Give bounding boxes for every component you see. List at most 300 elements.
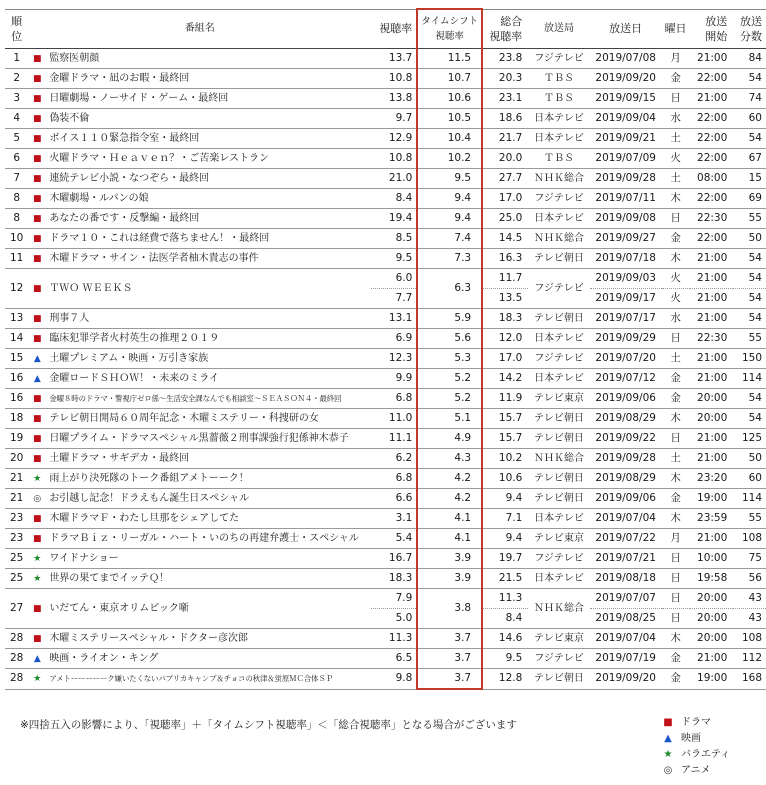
start-cell: 22:30 [690,209,734,229]
title-cell [28,209,371,229]
start-cell: 19:00 [690,489,734,509]
variety-star-icon: ★ [663,749,673,760]
date-cell: 2019/09/06 [590,489,662,509]
station-cell: フジテレビ [528,269,589,309]
timeshift-cell: 9.5 [417,169,482,189]
total-cell: 9.4 [482,529,528,549]
rating-cell: 6.8 [371,469,417,489]
drama-square-icon: ■ [33,393,42,404]
date-cell: 2019/09/28 [590,169,662,189]
title-cell [28,229,371,249]
rating-cell: 21.0 [371,169,417,189]
table-row [5,629,766,649]
minutes-cell: 54 [733,409,766,429]
total-cell: 17.0 [482,189,528,209]
program-title: 雨上がり決死隊のトーク番組アメトーーク！ [49,472,249,484]
title-cell [28,589,371,629]
table-row [5,169,766,189]
table-row [5,109,766,129]
minutes-cell: 108 [733,529,766,549]
total-cell: 11.9 [482,389,528,409]
table-row [5,89,766,109]
rating-cell: 7.9 [371,589,417,609]
movie-triangle-icon: ▲ [33,653,41,664]
day-cell: 金 [662,649,690,669]
program-title: 偽装不倫 [49,112,90,124]
date-cell: 2019/09/15 [590,89,662,109]
rank-cell: 7 [5,169,28,189]
drama-square-icon: ■ [33,113,42,124]
timeshift-cell: 10.4 [417,129,482,149]
date-cell: 2019/09/20 [590,669,662,690]
total-cell: 16.3 [482,249,528,269]
day-cell: 金 [662,69,690,89]
station-cell: ＮＨＫ総合 [528,589,589,629]
date-cell: 2019/09/22 [590,429,662,449]
minutes-cell: 50 [733,449,766,469]
timeshift-cell: 5.1 [417,409,482,429]
rating-cell: 5.4 [371,529,417,549]
minutes-cell: 60 [733,109,766,129]
total-cell: 17.0 [482,349,528,369]
timeshift-cell: 9.4 [417,189,482,209]
station-cell: テレビ東京 [528,629,589,649]
program-title: ワイドナショー [49,552,119,564]
minutes-cell: 55 [733,509,766,529]
total-cell: 23.8 [482,49,528,69]
rank-cell: 28 [5,669,28,690]
minutes-cell: 125 [733,429,766,449]
station-cell: テレビ朝日 [528,309,589,329]
timeshift-cell: 7.3 [417,249,482,269]
date-cell: 2019/07/04 [590,509,662,529]
start-cell: 21:00 [690,429,734,449]
timeshift-cell: 10.7 [417,69,482,89]
start-cell: 23:20 [690,469,734,489]
program-title: アメトーーーーーク嫌いたくないパプリカキャンプ＆チョコの秋津＆蛍原ＭＣ合体ＳＰ [49,673,333,683]
rank-cell: 2 [5,69,28,89]
start-cell: 21:00 [690,349,734,369]
minutes-cell: 54 [733,249,766,269]
day-cell: 土 [662,449,690,469]
table-row [5,469,766,489]
program-title: 映画・ライオン・キング [49,652,159,664]
program-title: 金曜ドラマ・凪のお暇・最終回 [49,72,190,84]
total-cell: 21.5 [482,569,528,589]
genre-legend [659,715,730,779]
day-cell: 木 [662,629,690,649]
total-cell: 14.2 [482,369,528,389]
total-cell: 10.2 [482,449,528,469]
program-title: 木曜劇場・ルパンの娘 [49,192,149,204]
drama-square-icon: ■ [33,513,42,524]
rank-cell: 23 [5,509,28,529]
variety-star-icon: ★ [33,573,42,584]
date-cell: 2019/09/27 [590,229,662,249]
timeshift-cell: 5.2 [417,369,482,389]
ratings-table-container [5,8,766,690]
station-cell: 日本テレビ [528,209,589,229]
date-cell: 2019/09/08 [590,209,662,229]
day-cell: 土 [662,349,690,369]
legend-item-drama: ■ ドラマ [659,715,730,731]
rating-cell: 19.4 [371,209,417,229]
table-row [5,189,766,209]
header-title: 番組名 [28,9,371,49]
start-cell: 21:00 [690,249,734,269]
rank-cell: 20 [5,449,28,469]
rank-cell: 21 [5,489,28,509]
date-cell: 2019/07/19 [590,649,662,669]
header-rating: 視聴率 [371,9,417,49]
movie-triangle-icon: ▲ [33,373,41,384]
rank-cell: 16 [5,369,28,389]
total-cell: 27.7 [482,169,528,189]
date-cell: 2019/09/06 [590,389,662,409]
start-cell: 21:00 [690,289,734,309]
rank-cell: 8 [5,209,28,229]
station-cell: テレビ朝日 [528,429,589,449]
rating-cell: 6.2 [371,449,417,469]
total-cell: 14.5 [482,229,528,249]
start-cell: 20:00 [690,389,734,409]
day-cell: 日 [662,549,690,569]
table-row [5,69,766,89]
drama-square-icon: ■ [33,413,42,424]
header-rank: 順 位 [5,9,28,49]
day-cell: 土 [662,129,690,149]
minutes-cell: 54 [733,269,766,289]
station-cell: テレビ朝日 [528,409,589,429]
rank-cell: 23 [5,529,28,549]
title-cell [28,529,371,549]
date-cell: 2019/07/07 [590,589,662,609]
minutes-cell: 108 [733,629,766,649]
rating-cell: 10.8 [371,69,417,89]
timeshift-cell: 10.2 [417,149,482,169]
station-cell: テレビ朝日 [528,489,589,509]
date-cell: 2019/09/03 [590,269,662,289]
date-cell: 2019/07/09 [590,149,662,169]
minutes-cell: 168 [733,669,766,690]
start-cell: 20:00 [690,609,734,629]
rating-cell: 16.7 [371,549,417,569]
rank-cell: 28 [5,629,28,649]
rating-cell: 8.5 [371,229,417,249]
movie-triangle-icon: ▲ [664,733,672,744]
total-cell: 25.0 [482,209,528,229]
timeshift-cell: 3.7 [417,649,482,669]
variety-star-icon: ★ [33,553,42,564]
table-row [5,229,766,249]
date-cell: 2019/08/29 [590,469,662,489]
total-cell: 19.7 [482,549,528,569]
rating-cell: 5.0 [371,609,417,629]
minutes-cell: 54 [733,129,766,149]
timeshift-cell: 3.9 [417,549,482,569]
minutes-cell: 54 [733,289,766,309]
table-row [5,309,766,329]
rank-cell: 28 [5,649,28,669]
station-cell: フジテレビ [528,189,589,209]
date-cell: 2019/07/22 [590,529,662,549]
program-title: 火曜ドラマ・Ｈｅａｖｅｎ？・ご苦楽レストラン [49,152,270,164]
date-cell: 2019/09/04 [590,109,662,129]
day-cell: 月 [662,529,690,549]
drama-square-icon: ■ [33,253,42,264]
date-cell: 2019/08/25 [590,609,662,629]
program-title: あなたの番です・反撃編・最終回 [49,212,200,224]
rank-cell: 1 [5,49,28,69]
title-cell [28,389,371,409]
timeshift-cell: 5.3 [417,349,482,369]
day-cell: 日 [662,569,690,589]
start-cell: 22:00 [690,229,734,249]
minutes-cell: 50 [733,229,766,249]
program-title: ＴＷＯ ＷＥＥＫＳ [49,282,133,294]
minutes-cell: 67 [733,149,766,169]
day-cell: 金 [662,489,690,509]
drama-square-icon: ■ [33,453,42,464]
table-row [5,389,766,409]
station-cell: 日本テレビ [528,509,589,529]
station-cell: ＴＢＳ [528,149,589,169]
start-cell: 19:00 [690,669,734,690]
rating-cell: 11.1 [371,429,417,449]
minutes-cell: 112 [733,649,766,669]
variety-star-icon: ★ [33,473,42,484]
program-title: 日曜プライム・ドラマスペシャル黒薔薇２刑事課強行犯係神木恭子 [49,432,349,444]
legend-item-movie: ▲ 映画 [659,731,730,747]
movie-triangle-icon: ▲ [33,353,41,364]
program-title: 刑事７人 [49,312,90,324]
program-title: 日曜劇場・ノーサイド・ゲーム・最終回 [49,92,229,104]
header-minutes: 放送 分数 [733,9,766,49]
total-cell: 18.3 [482,309,528,329]
rating-cell: 13.7 [371,49,417,69]
total-cell: 10.6 [482,469,528,489]
title-cell [28,69,371,89]
start-cell: 22:00 [690,129,734,149]
program-title: 金曜８時のドラマ・警視庁ゼロ係～生活安全課なんでも相談室～ＳＥＡＳＯＮ４・最終回 [49,393,342,403]
date-cell: 2019/07/21 [590,549,662,569]
station-cell: ＴＢＳ [528,69,589,89]
drama-square-icon: ■ [33,633,42,644]
total-cell: 11.3 [482,589,528,609]
day-cell: 金 [662,229,690,249]
day-cell: 木 [662,469,690,489]
start-cell: 21:00 [690,529,734,549]
title-cell [28,309,371,329]
title-cell [28,249,371,269]
minutes-cell: 150 [733,349,766,369]
minutes-cell: 54 [733,69,766,89]
start-cell: 21:00 [690,449,734,469]
station-cell: テレビ東京 [528,529,589,549]
day-cell: 木 [662,249,690,269]
total-cell: 23.1 [482,89,528,109]
table-body [5,49,766,690]
minutes-cell: 114 [733,489,766,509]
start-cell: 22:00 [690,109,734,129]
drama-square-icon: ■ [33,213,42,224]
table-row [5,249,766,269]
minutes-cell: 114 [733,369,766,389]
table-row [5,409,766,429]
start-cell: 23:59 [690,509,734,529]
total-cell: 12.8 [482,669,528,690]
title-cell [28,349,371,369]
day-cell: 金 [662,369,690,389]
title-cell [28,89,371,109]
timeshift-cell: 11.5 [417,49,482,69]
station-cell: 日本テレビ [528,329,589,349]
rank-cell: 27 [5,589,28,629]
start-cell: 22:00 [690,189,734,209]
timeshift-cell: 4.1 [417,529,482,549]
program-title: 土曜ドラマ・サギデカ・最終回 [49,452,190,464]
rank-cell: 21 [5,469,28,489]
table-row [5,129,766,149]
program-title: 木曜ミステリースペシャル・ドクター彦次郎 [49,632,249,644]
station-cell: 日本テレビ [528,569,589,589]
header-timeshift: タイムシフト 視聴率 [417,9,482,49]
drama-square-icon: ■ [33,283,42,294]
title-cell [28,549,371,569]
rating-cell: 18.3 [371,569,417,589]
total-cell: 21.7 [482,129,528,149]
drama-square-icon: ■ [663,717,673,728]
start-cell: 21:00 [690,89,734,109]
start-cell: 21:00 [690,49,734,69]
table-row [5,429,766,449]
table-row [5,449,766,469]
rank-cell: 3 [5,89,28,109]
start-cell: 22:00 [690,69,734,89]
title-cell [28,369,371,389]
header-total: 総合 視聴率 [482,9,528,49]
ratings-table [5,8,766,690]
start-cell: 08:00 [690,169,734,189]
table-row [5,369,766,389]
station-cell: ＮＨＫ総合 [528,449,589,469]
header-start: 放送 開始 [690,9,734,49]
timeshift-cell: 4.1 [417,509,482,529]
rating-cell: 12.3 [371,349,417,369]
station-cell: テレビ朝日 [528,669,589,690]
rating-cell: 7.7 [371,289,417,309]
day-cell: 木 [662,409,690,429]
drama-square-icon: ■ [33,603,42,614]
day-cell: 日 [662,429,690,449]
program-title: ドラマＢｉｚ・リーガル・ハート・いのちの再建弁護士・スペシャル [49,532,359,544]
table-row [5,209,766,229]
total-cell: 7.1 [482,509,528,529]
start-cell: 19:58 [690,569,734,589]
station-cell: ＮＨＫ総合 [528,169,589,189]
title-cell [28,469,371,489]
title-cell [28,489,371,509]
minutes-cell: 54 [733,389,766,409]
day-cell: 木 [662,189,690,209]
program-title: 木曜ドラマ・サイン・法医学者柚木貴志の事件 [49,252,259,264]
title-cell [28,49,371,69]
drama-square-icon: ■ [33,233,42,244]
start-cell: 20:00 [690,629,734,649]
table-row [5,549,766,569]
table-row [5,349,766,369]
rating-cell: 12.9 [371,129,417,149]
drama-square-icon: ■ [33,173,42,184]
rating-cell: 9.5 [371,249,417,269]
station-cell: フジテレビ [528,649,589,669]
rank-cell: 4 [5,109,28,129]
rank-cell: 6 [5,149,28,169]
day-cell: 日 [662,609,690,629]
rating-cell: 6.0 [371,269,417,289]
start-cell: 21:00 [690,649,734,669]
start-cell: 21:00 [690,369,734,389]
rank-cell: 5 [5,129,28,149]
station-cell: フジテレビ [528,549,589,569]
program-title: 木曜ドラマＦ・わたし旦那をシェアしてた [49,512,240,524]
total-cell: 20.0 [482,149,528,169]
timeshift-cell: 4.3 [417,449,482,469]
timeshift-cell: 3.7 [417,669,482,690]
rank-cell: 8 [5,189,28,209]
title-cell [28,129,371,149]
rank-cell: 19 [5,429,28,449]
minutes-cell: 55 [733,329,766,349]
date-cell: 2019/07/12 [590,369,662,389]
title-cell [28,169,371,189]
footer-note: ※四捨五入の影響により、「視聴率」＋「タイムシフト視聴率」＜「総合視聴率」となる場合がございます [20,719,517,731]
start-cell: 21:00 [690,309,734,329]
drama-square-icon: ■ [33,53,42,64]
table-header-row [5,9,766,49]
total-cell: 18.6 [482,109,528,129]
rank-cell: 14 [5,329,28,349]
rating-cell: 11.3 [371,629,417,649]
program-title: いだてん・東京オリムピック噺 [49,602,189,614]
rating-cell: 6.6 [371,489,417,509]
total-cell: 11.7 [482,269,528,289]
total-cell: 20.3 [482,69,528,89]
table-row [5,269,766,289]
date-cell: 2019/07/08 [590,49,662,69]
rating-cell: 6.8 [371,389,417,409]
day-cell: 金 [662,389,690,409]
total-cell: 9.4 [482,489,528,509]
timeshift-cell: 3.9 [417,569,482,589]
legend-item-variety: ★ バラエティ [659,747,730,763]
rating-cell: 13.8 [371,89,417,109]
table-row [5,669,766,690]
day-cell: 日 [662,329,690,349]
rating-cell: 13.1 [371,309,417,329]
station-cell: ＮＨＫ総合 [528,229,589,249]
title-cell [28,509,371,529]
date-cell: 2019/07/20 [590,349,662,369]
rank-cell: 11 [5,249,28,269]
rating-cell: 10.8 [371,149,417,169]
minutes-cell: 84 [733,49,766,69]
day-cell: 日 [662,589,690,609]
program-title: 監察医朝顔 [49,52,100,64]
drama-square-icon: ■ [33,313,42,324]
station-cell: 日本テレビ [528,369,589,389]
title-cell [28,109,371,129]
